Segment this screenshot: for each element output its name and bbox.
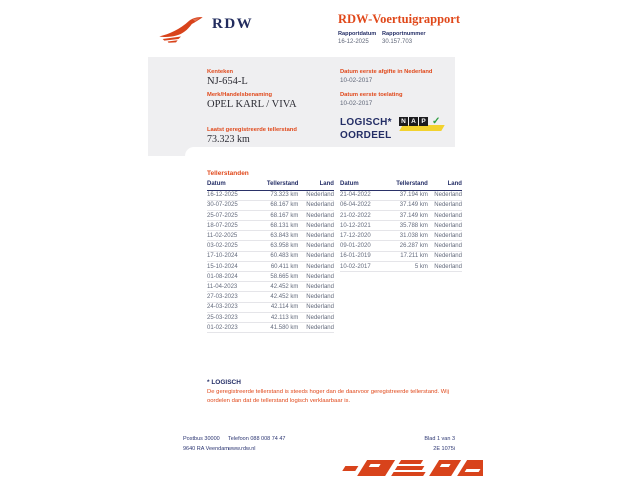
odometer-date: 21-02-2022 [340,212,371,219]
odometer-date: 17-12-2020 [340,233,371,240]
table-row [340,241,462,251]
first-issue-label: Datum eerste afgifte in Nederland [340,69,433,75]
table-body [207,191,334,334]
odometer-reading: 60.483 km [270,253,299,260]
odometer-date: 18-07-2025 [207,222,238,229]
table-row [340,262,462,272]
first-admission-value: 10-02-2017 [340,100,373,107]
odometer-table-right [340,181,462,272]
odometer-country: Nederland [306,233,334,240]
odometer-country: Nederland [306,243,334,250]
odometer-country: Nederland [306,222,334,229]
odometer-reading: 5 km [414,263,428,270]
verdict-line2: OORDEEL [340,130,392,141]
table-header-row [207,181,334,191]
odometer-country: Nederland [434,192,462,199]
odometer-reading: 42.452 km [270,294,299,301]
odometer-date: 03-02-2025 [207,243,238,250]
odometer-country: Nederland [306,192,334,199]
odometer-country: Nederland [434,253,462,260]
odometer-country: Nederland [306,212,334,219]
table-header-row [340,181,462,191]
odometer-reading: 37.149 km [399,202,428,209]
odometer-country: Nederland [306,314,334,321]
column-header-date: Datum [340,181,359,187]
odometer-reading: 42.452 km [270,283,299,290]
brand-label: Merk/Handelsbenaming [207,92,273,98]
odometer-reading: 68.131 km [270,222,299,229]
column-header-reading: Tellerstand [396,181,428,187]
table-row [207,303,334,313]
page-title: RDW-Voertuigrapport [338,12,460,26]
odometer-date: 01-08-2024 [207,273,238,280]
table-row [340,252,462,262]
odometer-reading: 17.211 km [400,253,428,260]
brand-value: OPEL KARL / VIVA [207,99,297,110]
odometer-date: 25-07-2025 [207,212,238,219]
odometer-date: 16-01-2019 [340,253,371,260]
odometer-reading: 26.287 km [399,243,428,250]
table-row [207,292,334,302]
odometer-country: Nederland [434,222,462,229]
footer-stripes-graphic [337,457,483,480]
nap-check-icon: ✓ [432,116,441,127]
table-row [207,272,334,282]
footer-address-line2: 9640 RA Veendam [183,446,229,452]
odometer-country: Nederland [306,294,334,301]
odometer-reading: 63.843 km [270,233,299,240]
odometer-section-title: Tellerstanden [207,170,249,177]
odometer-date: 21-04-2022 [340,192,371,199]
column-header-reading: Tellerstand [266,181,299,187]
table-row [340,211,462,221]
odometer-country: Nederland [434,212,462,219]
table-row [340,221,462,231]
footer-page-info: Blad 1 van 3 [424,436,455,442]
report-date-value: 16-12-2025 [338,39,369,45]
odometer-date: 11-04-2023 [207,283,238,290]
odometer-reading: 42.113 km [270,314,299,321]
table-row [340,191,462,201]
report-number-value: 30.157.703 [382,39,413,45]
footer-address-line1: Postbus 30000 [183,436,220,442]
odometer-date: 10-12-2021 [340,222,371,229]
odometer-country: Nederland [306,273,334,280]
table-body [340,191,462,273]
rdw-logo-icon [156,14,206,44]
license-value: NJ-654-L [207,76,248,87]
odometer-country: Nederland [434,233,462,240]
odometer-date: 16-12-2025 [207,192,238,199]
table-row [207,252,334,262]
odometer-date: 27-03-2023 [207,294,238,301]
odometer-country: Nederland [306,263,334,270]
nap-letter-n: N [399,117,408,126]
odometer-country: Nederland [434,263,462,270]
odometer-reading: 37.149 km [399,212,428,219]
odometer-reading: 35.788 km [399,222,428,229]
panel-notch [185,147,455,157]
odometer-table-left [207,181,334,333]
table-row [207,241,334,251]
table-row [207,323,334,333]
odometer-reading: 42.114 km [270,304,299,311]
table-row [340,201,462,211]
first-issue-value: 10-02-2017 [340,77,373,84]
report-number-label: Rapportnummer [382,31,426,37]
odometer-reading: 31.038 km [399,233,428,240]
table-row [207,201,334,211]
odometer-reading: 60.411 km [270,263,299,270]
odometer-date: 17-10-2024 [207,253,238,260]
first-admission-label: Datum eerste toelating [340,92,403,98]
column-header-date: Datum [207,181,226,187]
column-header-country: Land [447,181,462,187]
odometer-date: 11-02-2025 [207,233,238,240]
odometer-country: Nederland [434,243,462,250]
verdict-line1: LOGISCH* [340,117,392,128]
odometer-country: Nederland [434,202,462,209]
odometer-reading: 37.194 km [399,192,428,199]
report-date-label: Rapportdatum [338,31,377,37]
odometer-country: Nederland [306,253,334,260]
rdw-logo-wordmark: RDW [212,16,254,32]
odometer-date: 09-01-2020 [340,243,371,250]
odometer-date: 01-02-2023 [207,324,238,331]
odometer-reading: 41.580 km [270,324,299,331]
table-row [207,313,334,323]
odometer-date: 06-04-2022 [340,202,371,209]
odometer-reading: 63.958 km [270,243,299,250]
odometer-date: 10-02-2017 [340,263,371,270]
odometer-date: 15-10-2024 [207,263,238,270]
nap-logo [399,117,445,133]
odometer-country: Nederland [306,283,334,290]
nap-letter-p: P [419,117,428,126]
odometer-date: 24-03-2023 [207,304,238,311]
table-row [207,282,334,292]
odometer-reading: 58.665 km [270,273,299,280]
table-row [207,231,334,241]
footer-phone: Telefoon 088 008 74 47 [228,436,286,442]
nap-letter-a: A [409,117,418,126]
odometer-country: Nederland [306,202,334,209]
table-row [340,231,462,241]
footer-form-code: 2E 1075i [433,446,455,452]
odometer-country: Nederland [306,324,334,331]
footer-website: www.rdw.nl [228,446,256,452]
table-row [207,191,334,201]
last-odometer-label: Laatst geregistreerde tellerstand [207,127,297,133]
last-odometer-value: 73.323 km [207,134,250,145]
footnote-body: De geregistreerde tellerstand is steeds hoger dan de daarvoor geregistreerde tellerstand. Wij oordelen dan dat de tellerstand logisch verklaarbaar is. [207,389,449,404]
license-label: Kenteken [207,69,234,75]
odometer-country: Nederland [306,304,334,311]
odometer-reading: 73.323 km [270,192,299,199]
table-row [207,211,334,221]
odometer-date: 30-07-2025 [207,202,238,209]
odometer-date: 25-03-2023 [207,314,238,321]
footnote-title: * LOGISCH [207,379,241,386]
odometer-reading: 68.167 km [270,212,299,219]
table-row [207,262,334,272]
odometer-reading: 68.167 km [270,202,299,209]
table-row [207,221,334,231]
column-header-country: Land [319,181,334,187]
